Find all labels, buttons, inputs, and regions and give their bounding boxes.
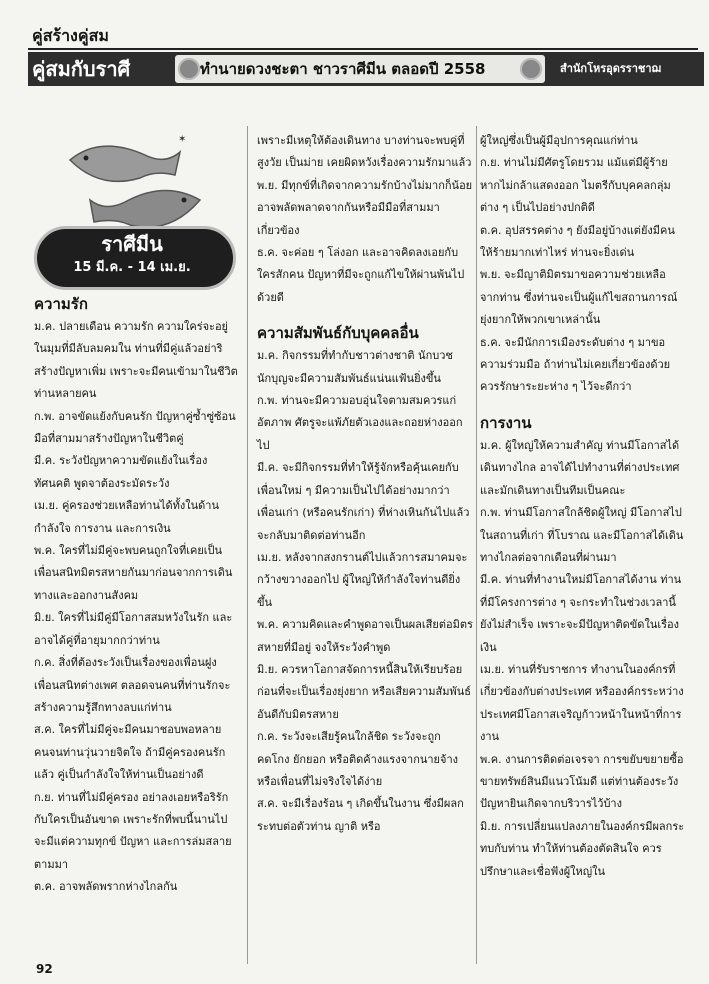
paragraph: ก.พ. อาจขัดแย้งกับคนรัก ปัญหาคู่ซ้ำซู่ซ้อน มือที่สามมาสร้างปัญหาในชีวิตคู่ (34, 409, 236, 446)
page-number: 92 (36, 962, 53, 976)
paragraph: พ.ย. มีทุกข์ที่เกิดจากความรักบ้างไม่มากก็น้อย อาจพลัดพลาดจากกันหรือมีมือที่สามมาเกี่ยวข้อง (257, 178, 473, 237)
pisces-fish-icon (60, 130, 210, 240)
sun-emblem-icon (520, 58, 542, 80)
paragraph: เพราะมีเหตุให้ต้องเดินทาง บางท่านจะพบคู่ที่สูงวัย เป็นม่าย เคยผิดหวังเรื่องความรักมาแล้ว (257, 134, 472, 170)
paragraph: ม.ค. ปลายเดือน ความรัก ความใคร่จะอยู่ในมุมที่มีลับลมคมใน ท่านที่มีคู่แล้วอย่าริสร้างปัญหาเพิ่ม เพราะจะมีคนเข้ามาในชีวิตท่านหลายคน (34, 320, 238, 401)
paragraph: เม.ย. หลังจากสงกรานต์ไปแล้วการสมาคมจะกว้างขวางออกไป ผู้ใหญ่ให้กำลังใจท่านดียิ่งขึ้น (257, 550, 468, 609)
paragraph: มิ.ย. การเปลี่ยนแปลงภายในองค์กรมีผลกระทบกับท่าน ทำให้ท่านต้องตัดสินใจ ควรปรึกษาและเชื่อฟังผู้ใหญ่ใน (480, 819, 685, 878)
headline: ทำนายดวงชะตา ชาวราศีมีน ตลอดปี 2558 (200, 60, 486, 78)
column-divider (247, 126, 248, 964)
paragraph: ก.ย. ท่านไม่มีศัตรูโดยรวม แม้แต่มีผู้ร้ายหากไม่กล้าแสดงออก ไมตรีกับบุคคลกลุ่มต่าง ๆ เป็นไปอย่างปกติดี (480, 156, 671, 215)
paragraph: ส.ค. จะมีเรื่องร้อน ๆ เกิดขึ้นในงาน ซึ่งมีผลกระทบต่อตัวท่าน ญาติ หรือ (257, 797, 464, 833)
paragraph: พ.ย. จะมีญาติมิตรมาขอความช่วยเหลือจากท่าน ซึ่งท่านจะเป็นผู้แก้ไขสถานการณ์ยุ่งยากให้พวกเขาเหล่านั้น (480, 268, 678, 327)
sun-emblem-icon (178, 58, 200, 80)
paragraph: มี.ค. ระวังปัญหาความขัดแย้งในเรื่องทัศนคติ พูดจาต้องระมัดระวัง (34, 454, 208, 490)
paragraph: ก.พ. ท่านมีโอกาสใกล้ชิดผู้ใหญ่ มีโอกาสไปในสถานที่เก่า ที่โบราณ และมีโอกาสได้เดินทางไกลต่อจากเดือนที่ผ่านมา (480, 506, 684, 564)
publisher: สำนักโหรอุดรราชาฌ (560, 62, 661, 75)
paragraph: ก.ย. ท่านที่ไม่มีคู่ครอง อย่าลงเอยหรือริรักกับใครเป็นอันขาด เพราะรักที่พบนี้นานไปจะมีแต่ความทุกข์ ปัญหา และการล่มสลายตามมา (34, 790, 232, 871)
paragraph: ผู้ใหญ่ซึ่งเป็นผู้มีอุปการคุณแก่ท่าน (480, 134, 638, 147)
paragraph: ต.ค. อาจพลัดพรากห่างไกลกัน (34, 880, 178, 894)
column-2 (257, 130, 473, 838)
paragraph: ม.ค. กิจกรรมที่ทำกับชาวต่างชาติ นักบวช นักบุญจะมีความสัมพันธ์แน่นแฟ้นยิ่งขึ้น (257, 349, 453, 385)
work-heading: การงาน (480, 413, 532, 432)
paragraph: ต.ค. อุปสรรคต่าง ๆ ยังมีอยู่บ้างแต่ยังมีคนให้ร้ายมากเท่าไหร่ ท่านจะยิ่งเด่น (480, 223, 675, 260)
paragraph: มี.ค. ท่านที่ทำงานใหม่มีโอกาสได้งาน ท่านที่มีโครงการต่าง ๆ จะกระทำในช่วงเวลานี้ยังไม่สำเร็จ เพราะจะมีปัญหาติดขัดในเรื่องเงิน (480, 573, 682, 654)
column-divider (476, 126, 477, 964)
paragraph: ม.ค. ผู้ใหญ่ให้ความสำคัญ ท่านมีโอกาสได้เดินทางไกล อาจได้ไปทำงานที่ต่างประเทศและมักเดินทางเป็นทีมเป็นคณะ (480, 438, 680, 497)
paragraph: ก.ค. ระวังจะเสียรู้คนใกล้ชิด ระวังจะถูกคดโกง ยักยอก หรือติดค้างแรงจากนายจ้างหรือเพื่อนที่ไม่จริงใจได้ง่าย (257, 730, 458, 788)
paragraph: พ.ค. ความคิดและคำพูดอาจเป็นผลเสียต่อมิตรสหายที่มีอยู่ จงให้ระวังคำพูด (257, 618, 473, 654)
paragraph: มิ.ย. ควรหาโอกาสจัดการหนี้สินให้เรียบร้อยก่อนที่จะเป็นเรื่องยุ่งยาก หรือเสียความสัมพันธ์อันดีกับมิตรสหาย (257, 662, 471, 721)
paragraph: ก.ค. สิ่งที่ต้องระวังเป็นเรื่องของเพื่อนฝูง เพื่อนสนิทต่างเพศ ตลอดจนคนที่ท่านรักจะสร้างความรู้สึกทางลบแก่ท่าน (34, 656, 231, 714)
paragraph: มี.ค. จะมีกิจกรรมที่ทำให้รู้จักหรือคุ้นเคยกับเพื่อนใหม่ ๆ มีความเป็นไปได้อย่างมากว่าเพื่อนเก่า (หรือคนรักเก่า) ที่ห่างเหินกันไปแล้วจะกลับมาติดต่อท่านอีก (257, 461, 470, 542)
section-bar (28, 22, 698, 50)
column-3 (480, 130, 685, 883)
paragraph: ส.ค. ใครที่ไม่มีคู่จะมีคนมาชอบพอหลายคนจนท่านวุ่นวายจิตใจ ถ้ามีคู่ครองคนรักแล้ว คู่เป็นกำลังใจให้ท่านเป็นอย่างดี (34, 723, 226, 782)
sign-dates: 15 มี.ค. - 14 เม.ย. (73, 260, 191, 275)
column-1 (34, 292, 238, 899)
section-label: คู่สร้างคู่สม (32, 26, 109, 45)
paragraph: ธ.ค. จะมีนักการเมืองระดับต่าง ๆ มาขอความร่วมมือ ถ้าท่านไม่เคยเกี่ยวข้องด้วย ควรรักษาระยะห่าง ๆ ไว้จะดีกว่า (480, 335, 671, 394)
sign-name: ราศีมีน (101, 232, 163, 256)
column-title: คู่สมกับราศี (32, 57, 131, 81)
paragraph: ธ.ค. จะค่อย ๆ โล่งอก และอาจคิดลงเอยกับใครสักคน ปัญหาที่มีจะถูกแก้ไขให้ผ่านพ้นไปด้วยดี (257, 246, 465, 304)
paragraph: มิ.ย. ใครที่ไม่มีคู่มีโอกาสสมหวังในรัก และอาจได้คู่ที่อายุมากกว่าท่าน (34, 611, 233, 647)
relationships-heading: ความสัมพันธ์กับบุคคลอื่น (257, 324, 419, 343)
paragraph: ก.พ. ท่านจะมีความอบอุ่นใจตามสมควรแก่อัตภาพ ศัตรูจะแพ้ภัยตัวเองและถอยห่างออกไป (257, 394, 463, 452)
svg-text:✶: ✶ (178, 134, 187, 145)
paragraph: พ.ค. งานการติดต่อเจรจา การขยับขยายซื้อขายทรัพย์สินมีแนวโน้มดี แต่ท่านต้องระวังปัญหายินเกิดจากบริวารไว้บ้าง (480, 752, 684, 811)
paragraph: เม.ย. ท่านที่รับราชการ ทำงานในองค์กรที่เกี่ยวข้องกับต่างประเทศ หรือองค์กรระหว่างประเทศมีโอกาสเจริญก้าวหน้าในหน้าที่การงาน (480, 662, 684, 744)
love-heading: ความรัก (34, 295, 88, 313)
paragraph: เม.ย. คู่ครองช่วยเหลือท่านได้ทั้งในด้านกำลังใจ การงาน และการเงิน (34, 499, 219, 535)
paragraph: พ.ค. ใครที่ไม่มีคู่จะพบคนถูกใจที่เคยเป็นเพื่อนสนิทมิตรสหายกันมาก่อนจากการเดินทางและออกงานสังคม (34, 544, 233, 602)
